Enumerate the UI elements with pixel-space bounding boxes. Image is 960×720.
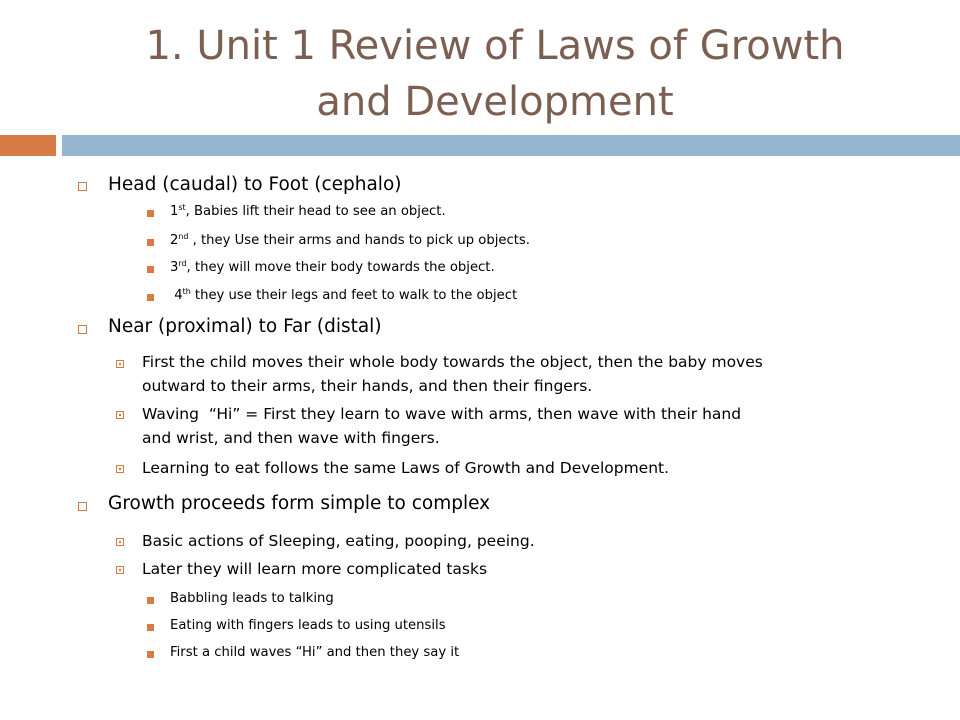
sub-list-item: First a child waves “Hi” and then they say it bbox=[170, 645, 460, 660]
list-item: Later they will learn more complicated tasks bbox=[142, 560, 488, 578]
bullet-square-icon bbox=[147, 210, 154, 217]
section-heading-near-to-far: Near (proximal) to Far (distal) bbox=[108, 316, 382, 337]
section-heading-simple-to-complex: Growth proceeds form simple to complex bbox=[108, 493, 491, 514]
bullet-box-icon bbox=[78, 325, 87, 334]
bullet-box-small-icon bbox=[116, 566, 124, 574]
bullet-box-small-icon bbox=[116, 465, 124, 473]
section-heading-head-to-foot: Head (caudal) to Foot (cephalo) bbox=[108, 174, 402, 195]
bullet-box-icon bbox=[78, 182, 87, 191]
list-item: First the child moves their whole body towards the object, then the baby moves bbox=[142, 353, 763, 371]
list-item: Waving “Hi” = First they learn to wave with arms, then wave with their hand bbox=[142, 405, 742, 423]
bullet-square-icon bbox=[147, 294, 154, 301]
list-item-continuation: outward to their arms, their hands, and then their fingers. bbox=[142, 377, 593, 395]
list-item: 4th they use their legs and feet to walk to the object bbox=[170, 287, 518, 303]
list-item: Learning to eat follows the same Laws of Growth and Development. bbox=[142, 459, 670, 477]
bullet-square-icon bbox=[147, 651, 154, 658]
slide-title-line-2: and Development bbox=[316, 79, 674, 125]
bullet-square-icon bbox=[147, 624, 154, 631]
bullet-square-icon bbox=[147, 239, 154, 246]
bullet-square-icon bbox=[147, 597, 154, 604]
bullet-square-icon bbox=[147, 266, 154, 273]
bullet-box-icon bbox=[78, 502, 87, 511]
sub-list-item: Babbling leads to talking bbox=[170, 591, 334, 606]
bullet-box-small-icon bbox=[116, 538, 124, 546]
list-item-continuation: and wrist, and then wave with fingers. bbox=[142, 429, 440, 447]
list-item: 2nd , they Use their arms and hands to pick up objects. bbox=[170, 232, 530, 248]
bullet-box-small-icon bbox=[116, 411, 124, 419]
sub-list-item: Eating with fingers leads to using utensils bbox=[170, 618, 446, 633]
list-item: 3rd, they will move their body towards the object. bbox=[170, 259, 495, 275]
slide-title-line-1: 1. Unit 1 Review of Laws of Growth bbox=[145, 23, 845, 69]
list-item: Basic actions of Sleeping, eating, pooping, peeing. bbox=[142, 532, 535, 550]
list-item: 1st, Babies lift their head to see an object. bbox=[170, 203, 446, 219]
bullet-box-small-icon bbox=[116, 360, 124, 368]
